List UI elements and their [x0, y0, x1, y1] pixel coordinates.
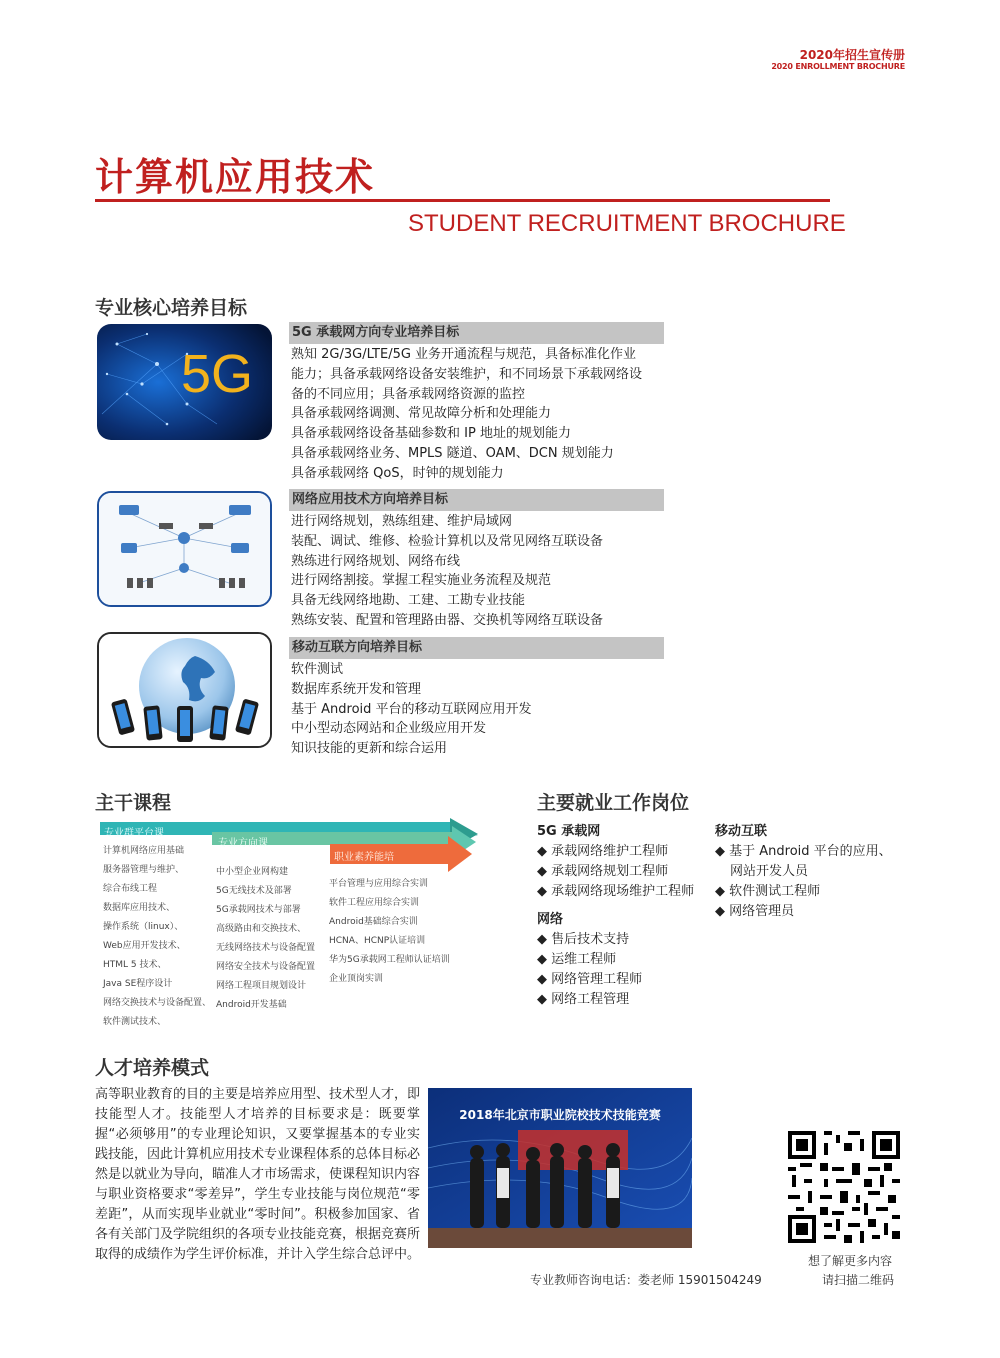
course-item: 数据库应用技术、 [103, 903, 176, 913]
page-subtitle: STUDENT RECRUITMENT BROCHURE [408, 210, 846, 237]
course-item: 计算机网络应用基础 [103, 846, 185, 856]
course-item: 平台管理与应用综合实训 [329, 879, 429, 889]
courses-heading: 主干课程 [95, 792, 172, 814]
course-item: 高级路由和交换技术、 [216, 924, 307, 934]
objective-line: 具备承载网络设备基础参数和 IP 地址的规划能力 [291, 426, 571, 442]
network-diagram-image [97, 491, 272, 607]
job-item: ◆ 网络工程管理 [537, 992, 630, 1007]
brochure-year-en: 2020 ENROLLMENT BROCHURE [771, 62, 905, 71]
objective-line: 具备承载网络业务、MPLS 隧道、OAM、DCN 规划能力 [291, 445, 614, 461]
network-objectives [291, 512, 603, 631]
jobs-group-title: 网络 [537, 912, 564, 927]
globe-phones-image [97, 632, 272, 748]
course-item: 华为5G承载网工程师认证培训 [329, 955, 450, 965]
course-item: Web应用开发技术、 [103, 941, 186, 951]
course-item: 5G承载网技术与部署 [216, 905, 301, 915]
course-item: 5G无线技术及部署 [216, 886, 292, 896]
section-bar-5g: 5G 承载网方向专业培养目标 [289, 322, 664, 344]
course-item: 中小型企业网构建 [216, 867, 289, 877]
course-item: 无线网络技术与设备配置 [216, 943, 316, 953]
talent-paragraph: 高等职业教育的目的主要是培养应用型、技术型人才，即技能型人才。技能型人才培养的目标要求是：既要掌握“必须够用”的专业理论知识，又要掌握基本的专业实践技能，因此计算机应用技术专业课程体系的总体目标必然是以就业为导向，瞄准人才市场需求，使课程知识内容与职业资格要求“零差异”，学生专业技能与岗位规范“零差距”，从而实现毕业就业“零时间”。积极参加国家、省各有关部门及学院组织的各项专业技能竞赛，根据竞赛所取得的成绩作为学生评价标准，并计入学生综合总评中。 [95, 1087, 421, 1262]
objective-line: 软件测试 [291, 662, 344, 677]
section-bar-network: 网络应用技术方向培养目标 [289, 489, 664, 511]
objective-line: 数据库系统开发和管理 [291, 681, 422, 697]
job-item: ◆ 网络管理工程师 [537, 972, 643, 987]
job-item: ◆ 承载网络现场维护工程师 [537, 884, 695, 899]
jobs-group-5g [537, 822, 694, 902]
objective-line: 进行网络规划，熟练组建、维护局域网 [291, 514, 513, 529]
objective-line: 中小型动态网站和企业级应用开发 [291, 721, 487, 737]
objective-line: 熟练进行网络规划、网络布线 [291, 553, 461, 569]
mobile-objectives [291, 660, 532, 759]
course-col2-label: 专业方向课 [218, 838, 268, 849]
5g-image [97, 324, 272, 440]
qr-caption-1: 想了解更多内容 [808, 1254, 893, 1268]
brochure-year-cn: 2020年招生宣传册 [799, 48, 905, 62]
objective-line: 熟练安装、配置和管理路由器、交换机等网络互联设备 [291, 612, 604, 628]
course-item: HTML 5 技术、 [103, 960, 167, 970]
contact-info: 专业教师咨询电话：娄老师 15901504249 [530, 1273, 762, 1287]
course-item: 操作系统（linux）、 [103, 922, 184, 932]
job-item: ◆ 网络管理员 [715, 904, 795, 919]
objective-line: 能力；具备承载网络设备安装维护，和不同场景下承载网络设 [291, 366, 643, 382]
section-bar-mobile: 移动互联方向培养目标 [289, 637, 664, 659]
course-item: Java SE程序设计 [103, 979, 173, 989]
course-item: HCNA、HCNP认证培训 [329, 936, 426, 946]
course-item: 网络工程项目规划设计 [216, 981, 307, 991]
course-item: 企业顶岗实训 [329, 974, 384, 984]
core-objectives-heading: 专业核心培养目标 [95, 297, 248, 319]
course-col1-label: 专业群平台课 [104, 828, 164, 839]
5g-image-label: 5G [181, 344, 254, 404]
job-item: ◆ 基于 Android 平台的应用、 [715, 844, 892, 859]
objective-line: 备的不同应用；具备承载网络资源的监控 [291, 386, 526, 402]
job-item: ◆ 承载网络规划工程师 [537, 864, 669, 879]
course-col3-label: 职业素养能培 [334, 852, 394, 863]
jobs-group-network [537, 910, 642, 1010]
job-item: ◆ 承载网络维护工程师 [537, 844, 669, 859]
course-item: 软件工程应用综合实训 [329, 898, 420, 908]
jobs-group-title: 5G 承载网 [537, 824, 601, 839]
5g-objectives [291, 345, 642, 484]
jobs-group-mobile [715, 822, 892, 922]
job-item: ◆ 软件测试工程师 [715, 884, 821, 899]
talent-heading: 人才培养模式 [95, 1057, 210, 1079]
jobs-heading: 主要就业工作岗位 [537, 792, 690, 814]
course-item: 综合布线工程 [103, 884, 158, 894]
objective-line: 具备承载网络 QoS，时钟的规划能力 [291, 465, 504, 481]
course-item: 软件测试技术、 [103, 1017, 167, 1027]
courses-diagram [100, 818, 485, 1033]
job-item: ◆ 售后技术支持 [537, 932, 630, 947]
course-item: 网络安全技术与设备配置 [216, 962, 316, 972]
objective-line: 具备承载网络调测、常见故障分析和处理能力 [291, 406, 552, 422]
objective-line: 基于 Android 平台的移动互联网应用开发 [291, 701, 532, 717]
objective-line: 知识技能的更新和综合运用 [291, 741, 448, 757]
qr-code-icon[interactable] [788, 1131, 900, 1243]
job-item: ◆ 运维工程师 [537, 952, 617, 967]
course-item: 服务器管理与维护、 [103, 865, 185, 875]
job-item: 网站开发人员 [730, 864, 809, 879]
objective-line: 装配、调试、维修、检验计算机以及常见网络互联设备 [291, 533, 604, 549]
objective-line: 进行网络割接。掌握工程实施业务流程及规范 [291, 573, 552, 589]
jobs-group-title: 移动互联 [715, 824, 768, 839]
objective-line: 具备无线网络地勘、工建、工勘专业技能 [291, 593, 526, 609]
objective-line: 熟知 2G/3G/LTE/5G 业务开通流程与规范，具备标准化作业 [291, 347, 637, 362]
course-item: Android开发基础 [216, 1000, 287, 1010]
course-item: Android基础综合实训 [329, 917, 418, 927]
title-rule [95, 199, 830, 202]
competition-banner: 2018年北京市职业院校技术技能竞赛 [459, 1108, 661, 1122]
qr-caption-2: 请扫描二维码 [822, 1273, 895, 1287]
course-item: 网络交换技术与设备配置、 [103, 998, 212, 1008]
competition-photo [428, 1088, 692, 1248]
page-title: 计算机应用技术 [95, 155, 376, 199]
